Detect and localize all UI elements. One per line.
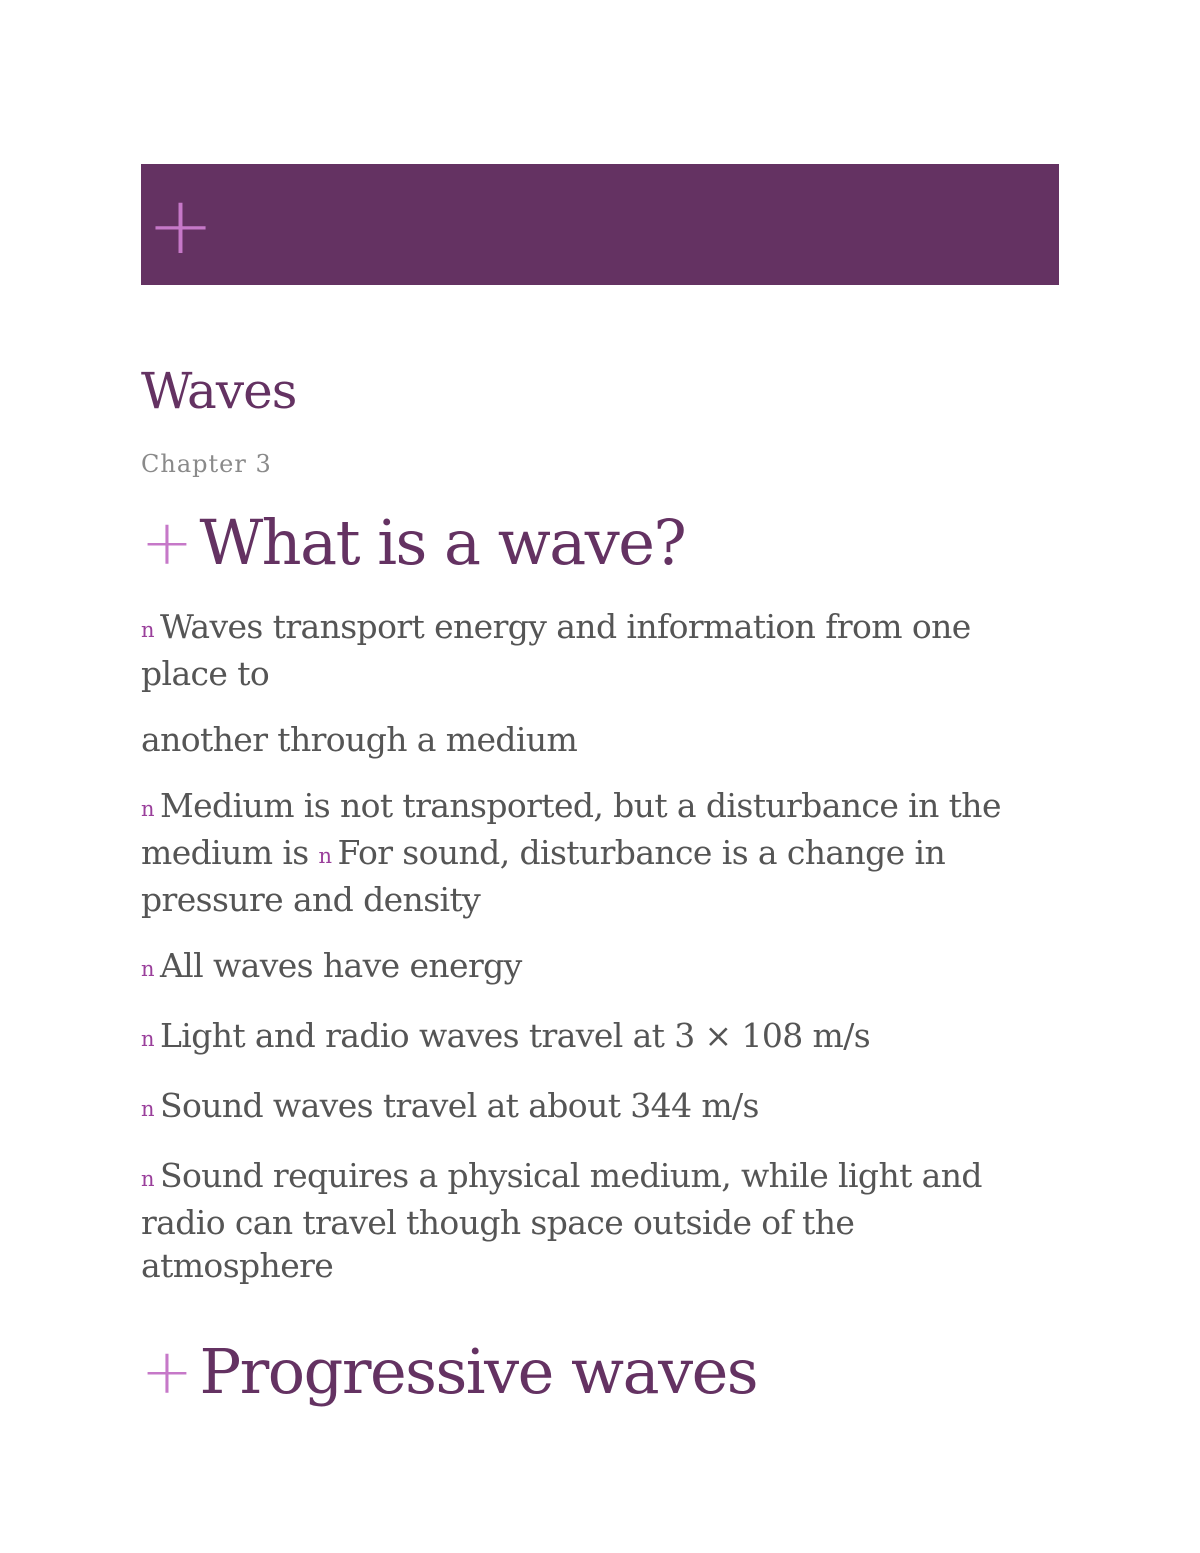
list-item xyxy=(141,944,1041,991)
bullet-marker: n xyxy=(141,1027,154,1051)
bullet-list xyxy=(141,605,1041,1310)
list-item-text: Light and radio waves travel at 3 × 108 m/s xyxy=(159,1016,871,1055)
section-heading-what-is-a-wave xyxy=(141,505,685,581)
list-item xyxy=(141,1084,1041,1131)
section-heading-text: What is a wave? xyxy=(199,506,686,579)
list-item xyxy=(141,1014,1041,1061)
header-banner xyxy=(141,164,1059,285)
document-subtitle: Chapter 3 xyxy=(141,450,272,478)
section-heading-progressive-waves xyxy=(141,1334,757,1410)
list-item-text: Sound waves travel at about 344 m/s xyxy=(159,1086,759,1125)
list-item-text: Medium is not transported, but a disturbance in the medium is xyxy=(141,786,1001,872)
list-item-text: another through a medium xyxy=(141,720,578,759)
section-heading-text: Progressive waves xyxy=(199,1335,758,1408)
document-title: Waves xyxy=(141,362,297,420)
bullet-marker: n xyxy=(141,957,154,981)
list-item-text: For sound, disturbance is a change in pressure and density xyxy=(141,833,946,919)
bullet-marker: n xyxy=(141,1097,154,1121)
bullet-marker: n xyxy=(141,797,154,821)
list-item xyxy=(141,1154,1041,1287)
list-item-text: Waves transport energy and information from one place to xyxy=(141,607,971,693)
bullet-marker: n xyxy=(141,1167,154,1191)
bullet-marker: n xyxy=(318,844,332,868)
list-item xyxy=(141,784,1041,921)
list-item-text: Sound requires a physical medium, while light and radio can travel though space outside of the atmosphere xyxy=(141,1156,982,1285)
bullet-marker: n xyxy=(141,618,154,642)
list-item xyxy=(141,605,1041,695)
plus-icon: + xyxy=(147,179,215,272)
plus-icon: + xyxy=(141,506,192,579)
plus-icon: + xyxy=(141,1335,192,1408)
list-item-text: All waves have energy xyxy=(159,946,522,985)
list-item-continuation xyxy=(141,718,1041,761)
